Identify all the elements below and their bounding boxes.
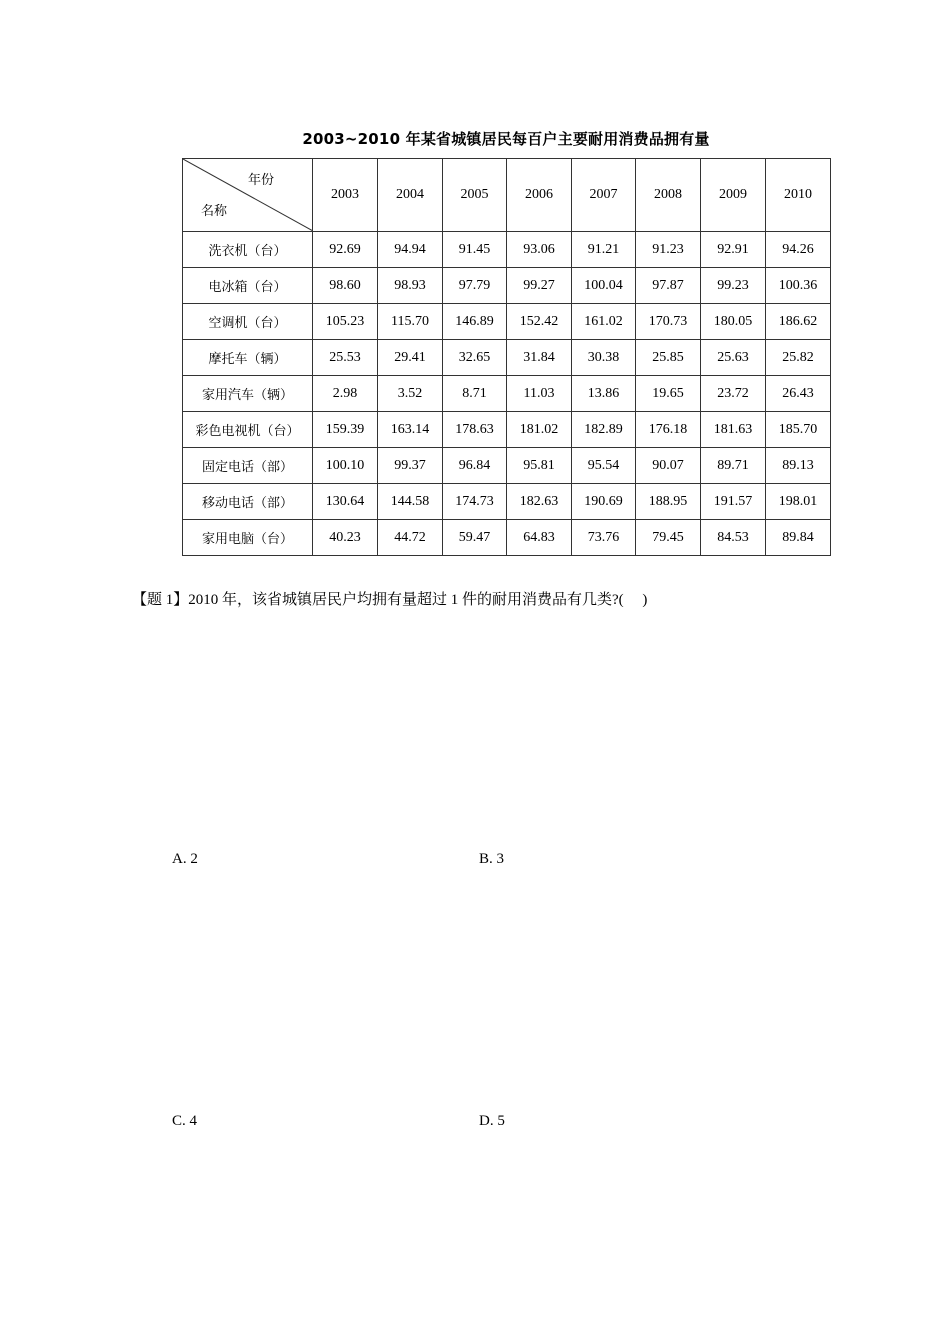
value-cell: 97.79 [443,268,507,304]
table-row [183,340,831,376]
value-cell: 89.13 [766,448,831,484]
row-name-cell: 电冰箱（台） [183,268,313,304]
value-cell: 19.65 [636,376,701,412]
year-header-2010: 2010 [766,159,831,232]
value-cell: 188.95 [636,484,701,520]
value-cell: 182.89 [572,412,636,448]
value-cell: 89.84 [766,520,831,556]
value-cell: 170.73 [636,304,701,340]
value-cell: 98.93 [378,268,443,304]
value-cell: 161.02 [572,304,636,340]
value-cell: 185.70 [766,412,831,448]
table-row [183,520,831,556]
table-title: 2003~2010 年某省城镇居民每百户主要耐用消费品拥有量 [302,130,710,148]
value-cell: 181.63 [701,412,766,448]
value-cell: 26.43 [766,376,831,412]
value-cell: 40.23 [313,520,378,556]
value-cell: 163.14 [378,412,443,448]
year-header-2006: 2006 [507,159,572,232]
value-cell: 8.71 [443,376,507,412]
question-text: 【题 1】2010 年，该省城镇居民户均拥有量超过 1 件的耐用消费品有几类?( ) [132,592,648,608]
row-name-cell: 固定电话（部） [183,448,313,484]
value-cell: 92.69 [313,232,378,268]
value-cell: 13.86 [572,376,636,412]
value-cell: 100.36 [766,268,831,304]
table-row [183,412,831,448]
year-header-2009: 2009 [701,159,766,232]
year-header-2003: 2003 [313,159,378,232]
value-cell: 94.94 [378,232,443,268]
value-cell: 144.58 [378,484,443,520]
corner-year-label: 年份 [247,173,274,188]
option-a[interactable]: A. 2 [172,851,198,867]
value-cell: 90.07 [636,448,701,484]
value-cell: 84.53 [701,520,766,556]
value-cell: 96.84 [443,448,507,484]
value-cell: 174.73 [443,484,507,520]
value-cell: 30.38 [572,340,636,376]
option-d[interactable]: D. 5 [479,1113,505,1129]
value-cell: 92.91 [701,232,766,268]
value-cell: 159.39 [313,412,378,448]
value-cell: 100.04 [572,268,636,304]
table-row [183,304,831,340]
value-cell: 91.23 [636,232,701,268]
header-row [183,159,831,232]
value-cell: 190.69 [572,484,636,520]
table-row [183,376,831,412]
row-name-cell: 移动电话（部） [183,484,313,520]
value-cell: 198.01 [766,484,831,520]
value-cell: 25.53 [313,340,378,376]
row-name-cell: 空调机（台） [183,304,313,340]
corner-name-label: 名称 [201,204,228,219]
table-row [183,232,831,268]
value-cell: 191.57 [701,484,766,520]
year-header-2005: 2005 [443,159,507,232]
value-cell: 91.21 [572,232,636,268]
value-cell: 64.83 [507,520,572,556]
value-cell: 25.63 [701,340,766,376]
value-cell: 152.42 [507,304,572,340]
value-cell: 97.87 [636,268,701,304]
value-cell: 98.60 [313,268,378,304]
value-cell: 115.70 [378,304,443,340]
value-cell: 186.62 [766,304,831,340]
row-name-cell: 洗衣机（台） [183,232,313,268]
value-cell: 44.72 [378,520,443,556]
table-row [183,268,831,304]
value-cell: 99.23 [701,268,766,304]
value-cell: 25.82 [766,340,831,376]
value-cell: 99.37 [378,448,443,484]
value-cell: 73.76 [572,520,636,556]
consumer-goods-table [182,158,831,556]
value-cell: 2.98 [313,376,378,412]
row-name-cell: 家用汽车（辆） [183,376,313,412]
row-name-cell: 家用电脑（台） [183,520,313,556]
value-cell: 29.41 [378,340,443,376]
value-cell: 176.18 [636,412,701,448]
value-cell: 79.45 [636,520,701,556]
value-cell: 146.89 [443,304,507,340]
value-cell: 89.71 [701,448,766,484]
value-cell: 105.23 [313,304,378,340]
value-cell: 95.81 [507,448,572,484]
value-cell: 23.72 [701,376,766,412]
value-cell: 32.65 [443,340,507,376]
option-c[interactable]: C. 4 [172,1113,198,1129]
value-cell: 25.85 [636,340,701,376]
value-cell: 31.84 [507,340,572,376]
year-header-2007: 2007 [572,159,636,232]
value-cell: 100.10 [313,448,378,484]
value-cell: 181.02 [507,412,572,448]
value-cell: 130.64 [313,484,378,520]
value-cell: 59.47 [443,520,507,556]
table-row [183,448,831,484]
value-cell: 94.26 [766,232,831,268]
corner-header-cell [183,159,313,232]
value-cell: 11.03 [507,376,572,412]
option-b[interactable]: B. 3 [479,851,505,867]
value-cell: 180.05 [701,304,766,340]
value-cell: 93.06 [507,232,572,268]
row-name-cell: 摩托车（辆） [183,340,313,376]
value-cell: 91.45 [443,232,507,268]
value-cell: 99.27 [507,268,572,304]
table-row [183,484,831,520]
value-cell: 3.52 [378,376,443,412]
row-name-cell: 彩色电视机（台） [183,412,313,448]
value-cell: 182.63 [507,484,572,520]
year-header-2008: 2008 [636,159,701,232]
value-cell: 178.63 [443,412,507,448]
value-cell: 95.54 [572,448,636,484]
year-header-2004: 2004 [378,159,443,232]
